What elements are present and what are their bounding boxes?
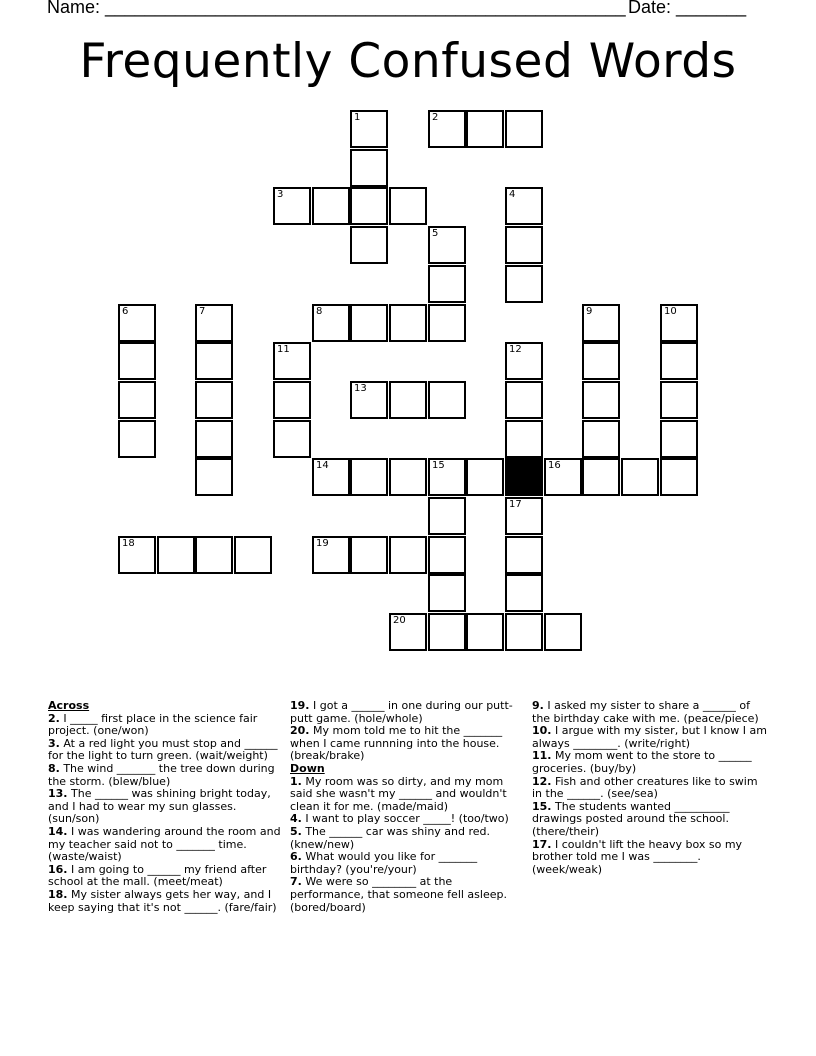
clue-item-text: My room was so dirty, and my mom said she wasn't my ______ and wouldn't clean it for me. (made/maid) xyxy=(290,774,507,813)
grid-cell[interactable] xyxy=(195,304,233,342)
clue-item-text: At a red light you must stop and ______ for the light to turn green. (wait/weight) xyxy=(48,736,278,763)
grid-cell[interactable] xyxy=(195,381,233,419)
clue-item xyxy=(48,826,283,864)
grid-cell[interactable] xyxy=(505,342,543,380)
clue-item xyxy=(48,864,283,889)
clue-item-text: Fish and other creatures like to swim in the ______. (see/sea) xyxy=(532,774,758,801)
grid-cell[interactable] xyxy=(466,613,504,651)
grid-cell[interactable] xyxy=(582,342,620,380)
clue-item xyxy=(532,700,767,725)
clue-item-text: My sister always gets her way, and I keep saying that it's not ______. (fare/fair) xyxy=(48,887,277,914)
grid-cell[interactable] xyxy=(350,226,388,264)
date-field-label: Date: _______ xyxy=(628,0,747,17)
clues-column-2 xyxy=(290,700,526,914)
clue-item xyxy=(532,776,767,801)
down-heading: Down xyxy=(290,761,325,775)
grid-cell[interactable] xyxy=(428,574,466,612)
clue-number: 8 xyxy=(316,306,323,317)
page-title: Frequently Confused Words xyxy=(79,34,737,89)
clue-item-text: My mom told me to hit the _______ when I came runnning into the house. (break/brake) xyxy=(290,724,503,763)
clue-number: 16 xyxy=(548,460,561,471)
grid-cell[interactable] xyxy=(660,458,698,496)
clue-number: 1 xyxy=(354,112,361,123)
clue-item-number: 3. xyxy=(48,736,60,750)
clue-item-text: I argue with my sister, but I know I am always ________. (write/right) xyxy=(532,724,767,750)
grid-cell[interactable] xyxy=(350,381,388,419)
clue-number: 13 xyxy=(354,383,367,394)
clue-item-number: 2. xyxy=(48,711,60,725)
clue-number: 18 xyxy=(122,538,135,549)
clue-item xyxy=(532,725,767,750)
clue-number: 4 xyxy=(509,189,516,200)
clue-number: 7 xyxy=(199,306,206,317)
clue-item xyxy=(290,725,526,763)
grid-cell[interactable] xyxy=(118,381,156,419)
clue-item xyxy=(48,738,283,763)
clue-item xyxy=(532,839,767,877)
clue-item-text: I couldn't lift the heavy box so my brother told me I was ________. (week/weak) xyxy=(532,837,743,876)
clue-number: 9 xyxy=(586,306,593,317)
grid-cell[interactable] xyxy=(505,110,543,148)
name-field-label: Name: ____________________________________________________ xyxy=(47,0,626,17)
across-heading: Across xyxy=(48,699,90,712)
clue-item xyxy=(532,801,767,839)
grid-cell[interactable] xyxy=(195,342,233,380)
clue-item-number: 11. xyxy=(532,749,552,763)
grid-cell[interactable] xyxy=(350,458,388,496)
grid-cell[interactable] xyxy=(195,420,233,458)
black-cell xyxy=(505,458,543,496)
clue-item-number: 16. xyxy=(48,862,68,876)
grid-cell[interactable] xyxy=(428,265,466,303)
clue-item-number: 13. xyxy=(48,787,68,801)
clue-item-text: The ______ car was shiny and red. (knew/new) xyxy=(290,824,491,851)
clue-item-number: 12. xyxy=(532,774,552,788)
clue-item-number: 7. xyxy=(290,875,302,889)
grid-cell[interactable] xyxy=(505,226,543,264)
clue-item-text: I want to play soccer _____! (too/two) xyxy=(301,812,509,826)
clue-item-number: 19. xyxy=(290,699,310,712)
grid-cell[interactable] xyxy=(195,458,233,496)
clue-item-number: 8. xyxy=(48,761,60,775)
clue-item-number: 18. xyxy=(48,887,68,901)
grid-cell[interactable] xyxy=(118,420,156,458)
grid-cell[interactable] xyxy=(312,536,350,574)
grid-cell[interactable] xyxy=(195,536,233,574)
clues-column-3 xyxy=(532,700,767,876)
grid-cell[interactable] xyxy=(428,613,466,651)
grid-cell[interactable] xyxy=(582,420,620,458)
clue-item-number: 6. xyxy=(290,850,302,864)
grid-cell[interactable] xyxy=(389,536,427,574)
clue-item-number: 1. xyxy=(290,774,302,788)
clue-number: 15 xyxy=(432,460,445,471)
grid-cell[interactable] xyxy=(505,613,543,651)
clue-item xyxy=(48,713,283,738)
grid-cell[interactable] xyxy=(505,381,543,419)
clue-number: 10 xyxy=(664,306,677,317)
clues-column-1 xyxy=(48,700,283,914)
grid-cell[interactable] xyxy=(428,226,466,264)
grid-cell[interactable] xyxy=(428,458,466,496)
grid-cell[interactable] xyxy=(466,110,504,148)
grid-cell[interactable] xyxy=(273,381,311,419)
clue-number: 19 xyxy=(316,538,329,549)
grid-cell[interactable] xyxy=(660,304,698,342)
clue-number: 5 xyxy=(432,228,439,239)
grid-cell[interactable] xyxy=(389,458,427,496)
clue-item xyxy=(290,776,526,814)
grid-cell[interactable] xyxy=(582,381,620,419)
clue-item xyxy=(48,788,283,826)
grid-cell[interactable] xyxy=(505,265,543,303)
grid-cell[interactable] xyxy=(428,304,466,342)
grid-cell[interactable] xyxy=(505,420,543,458)
clue-number: 12 xyxy=(509,344,522,355)
grid-cell[interactable] xyxy=(505,574,543,612)
grid-cell[interactable] xyxy=(582,304,620,342)
grid-cell[interactable] xyxy=(350,149,388,187)
clue-item-number: 4. xyxy=(290,812,302,826)
clue-item xyxy=(290,700,526,725)
clue-item-text: We were so ________ at the performance, that someone fell asleep. (bored/board) xyxy=(290,875,507,914)
grid-cell[interactable] xyxy=(428,381,466,419)
clue-item-number: 5. xyxy=(290,824,302,838)
grid-cell[interactable] xyxy=(273,187,311,225)
clue-item xyxy=(48,763,283,788)
clue-item xyxy=(290,876,526,914)
clue-number: 2 xyxy=(432,112,439,123)
clue-item-number: 9. xyxy=(532,699,544,712)
grid-cell[interactable] xyxy=(505,536,543,574)
clue-item-text: The ______ was shining bright today, and I had to wear my sun glasses. (sun/son) xyxy=(48,787,271,826)
clue-item xyxy=(48,889,283,914)
clue-number: 17 xyxy=(509,499,522,510)
grid-cell[interactable] xyxy=(118,342,156,380)
clue-item-number: 17. xyxy=(532,837,552,851)
clue-item-number: 20. xyxy=(290,724,310,738)
clue-item-text: The students wanted __________ drawings posted around the school. (there/their) xyxy=(532,799,730,838)
clue-number: 20 xyxy=(393,615,406,626)
clue-item-text: My mom went to the store to ______ groceries. (buy/by) xyxy=(532,749,752,775)
grid-cell[interactable] xyxy=(505,187,543,225)
grid-cell[interactable] xyxy=(544,613,582,651)
grid-cell[interactable] xyxy=(350,536,388,574)
grid-cell[interactable] xyxy=(389,187,427,225)
grid-cell[interactable] xyxy=(660,381,698,419)
clue-item-number: 14. xyxy=(48,824,68,838)
grid-cell[interactable] xyxy=(660,420,698,458)
grid-cell[interactable] xyxy=(466,458,504,496)
clue-number: 14 xyxy=(316,460,329,471)
clue-item-text: I _____ first place in the science fair project. (one/won) xyxy=(48,711,258,738)
grid-cell[interactable] xyxy=(428,497,466,535)
grid-cell[interactable] xyxy=(660,342,698,380)
grid-cell[interactable] xyxy=(428,536,466,574)
clue-item-text: I asked my sister to share a ______ of the birthday cake with me. (peace/piece) xyxy=(532,699,759,725)
clue-number: 11 xyxy=(277,344,290,355)
clue-item xyxy=(532,750,767,775)
grid-cell[interactable] xyxy=(350,110,388,148)
grid-cell[interactable] xyxy=(118,304,156,342)
clue-item-text: What would you like for _______ birthday? (you're/your) xyxy=(290,850,478,876)
grid-cell[interactable] xyxy=(273,342,311,380)
clue-item-number: 15. xyxy=(532,799,552,813)
clue-number: 6 xyxy=(122,306,129,317)
clue-item-text: I got a ______ in one during our putt-putt game. (hole/whole) xyxy=(290,699,513,725)
clue-item xyxy=(290,826,526,851)
grid-cell[interactable] xyxy=(505,497,543,535)
clue-item-number: 10. xyxy=(532,724,552,738)
clue-item xyxy=(290,851,526,876)
grid-cell[interactable] xyxy=(544,458,582,496)
grid-cell[interactable] xyxy=(389,613,427,651)
grid-cell[interactable] xyxy=(312,458,350,496)
grid-cell[interactable] xyxy=(157,536,195,574)
grid-cell[interactable] xyxy=(428,110,466,148)
grid-cell[interactable] xyxy=(118,536,156,574)
clue-item-text: I was wandering around the room and my teacher said not to _______ time. (waste/waist) xyxy=(48,824,281,864)
grid-cell[interactable] xyxy=(273,420,311,458)
grid-cell[interactable] xyxy=(312,304,350,342)
clue-item-text: I am going to ______ my friend after school at the mall. (meet/meat) xyxy=(48,862,267,889)
grid-cell[interactable] xyxy=(234,536,272,574)
grid-cell[interactable] xyxy=(582,458,620,496)
clue-item-text: The wind _______ the tree down during the storm. (blew/blue) xyxy=(48,761,275,788)
grid-cell[interactable] xyxy=(312,187,350,225)
grid-cell[interactable] xyxy=(621,458,659,496)
grid-cell[interactable] xyxy=(389,381,427,419)
grid-cell[interactable] xyxy=(350,187,388,225)
grid-cell[interactable] xyxy=(350,304,388,342)
grid-cell[interactable] xyxy=(389,304,427,342)
clue-number: 3 xyxy=(277,189,284,200)
